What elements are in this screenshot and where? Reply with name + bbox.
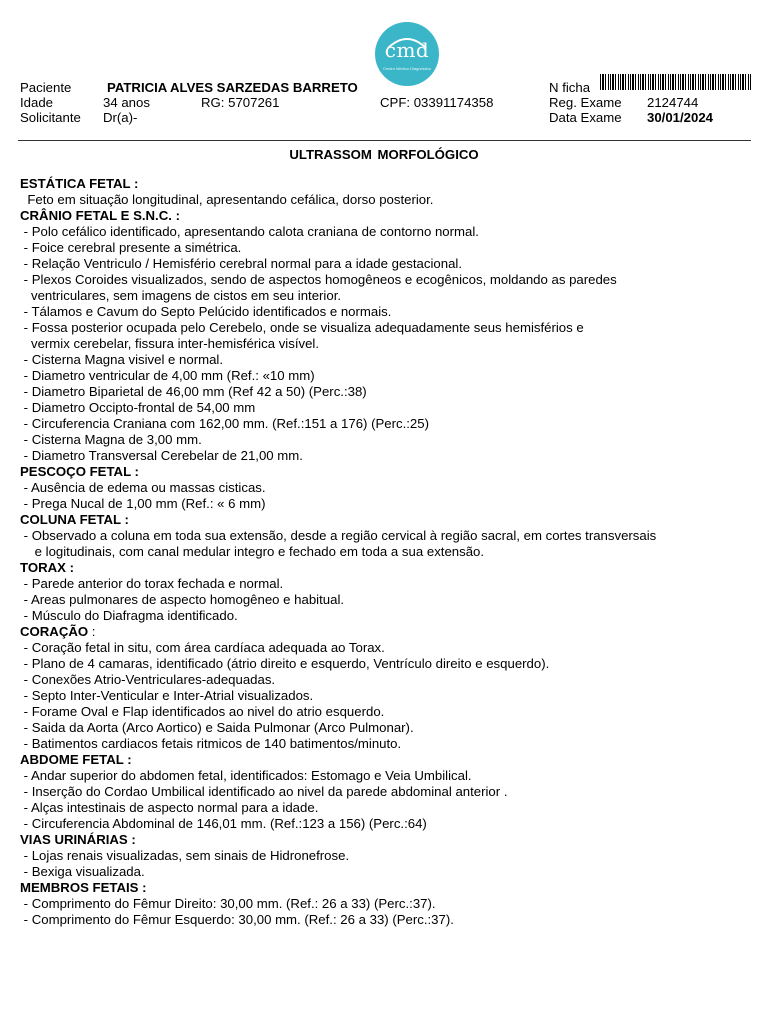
report-line: - Coração fetal in situ, com área cardíaca adequada ao Torax. bbox=[20, 640, 385, 655]
logo-text: cmd bbox=[384, 38, 430, 62]
report-line: - Tálamos e Cavum do Septo Pelúcido identificados e normais. bbox=[20, 304, 392, 319]
report-line: - Comprimento do Fêmur Esquerdo: 30,00 mm. (Ref.: 26 a 33) (Perc.:37). bbox=[20, 912, 454, 927]
section-heading bbox=[20, 560, 755, 576]
idade-label: Idade bbox=[20, 95, 54, 110]
paciente-value: PATRICIA ALVES SARZEDAS BARRETO bbox=[107, 80, 358, 95]
report-section bbox=[20, 176, 755, 208]
report-line: - Diametro Occipto-frontal de 54,00 mm bbox=[20, 400, 256, 415]
solicitante-label: Solicitante bbox=[20, 110, 81, 125]
section-heading-text: MEMBROS FETAIS : bbox=[20, 880, 147, 895]
logo-subtext: Centro Médico Diagnóstico bbox=[382, 66, 432, 71]
section-heading-text: CORAÇÃO bbox=[20, 624, 89, 639]
report-line: - Saida da Aorta (Arco Aortico) e Saida Pulmonar (Arco Pulmonar). bbox=[20, 720, 414, 735]
nficha-label: N ficha bbox=[549, 80, 591, 95]
reg-exame-label: Reg. Exame bbox=[549, 95, 622, 110]
section-heading bbox=[20, 832, 755, 848]
rg-value: RG: 5707261 bbox=[201, 95, 280, 110]
report-line: - Polo cefálico identificado, apresentando calota craniana de contorno normal. bbox=[20, 224, 479, 239]
report-line: - Circuferencia Abdominal de 146,01 mm. (Ref.:123 a 156) (Perc.:64) bbox=[20, 816, 427, 831]
report-section bbox=[20, 560, 755, 624]
report-line: - Prega Nucal de 1,00 mm (Ref.: « 6 mm) bbox=[20, 496, 266, 511]
clinic-logo bbox=[352, 22, 468, 82]
section-heading bbox=[20, 880, 755, 896]
section-heading bbox=[20, 208, 755, 224]
report-line: - Observado a coluna em toda sua extensão, desde a região cervical à região sacral, em cortes transversais bbox=[20, 528, 657, 543]
section-heading bbox=[20, 624, 755, 640]
report-line: - Relação Ventriculo / Hemisfério cerebral normal para a idade gestacional. bbox=[20, 256, 463, 271]
report-line: - Inserção do Cordao Umbilical identificado ao nivel da parede abdominal anterior . bbox=[20, 784, 508, 799]
report-line: - Ausência de edema ou massas cisticas. bbox=[20, 480, 266, 495]
report-line: - Fossa posterior ocupada pelo Cerebelo, onde se visualiza adequadamente seus hemisférios e bbox=[20, 320, 584, 335]
report-line: - Plano de 4 camaras, identificado (átrio direito e esquerdo, Ventrículo direito e esquerdo). bbox=[20, 656, 550, 671]
data-exame-value: 30/01/2024 bbox=[647, 110, 714, 125]
report-line: - Andar superior do abdomen fetal, identificados: Estomago e Veia Umbilical. bbox=[20, 768, 472, 783]
section-heading bbox=[20, 752, 755, 768]
report-line: - Diametro Transversal Cerebelar de 21,00 mm. bbox=[20, 448, 303, 463]
report-line: - Plexos Coroides visualizados, sendo de aspectos homogêneos e ecogênicos, moldando as paredes bbox=[20, 272, 617, 287]
section-heading bbox=[20, 512, 755, 528]
report-line: ventriculares, sem imagens de cistos em seu interior. bbox=[20, 288, 342, 303]
report-section bbox=[20, 624, 755, 752]
report-line: - Circuferencia Craniana com 162,00 mm. (Ref.:151 a 176) (Perc.:25) bbox=[20, 416, 429, 431]
report-section bbox=[20, 512, 755, 560]
section-heading-text: PESCOÇO FETAL : bbox=[20, 464, 139, 479]
report-line: - Parede anterior do torax fechada e normal. bbox=[20, 576, 284, 591]
report-line: - Diametro Biparietal de 46,00 mm (Ref 42 a 50) (Perc.:38) bbox=[20, 384, 367, 399]
cpf-value: CPF: 03391174358 bbox=[380, 95, 494, 110]
header-divider bbox=[18, 140, 751, 141]
report-line: - Forame Oval e Flap identificados ao nivel do atrio esquerdo. bbox=[20, 704, 385, 719]
section-heading-text: VIAS URINÁRIAS : bbox=[20, 832, 136, 847]
report-line: - Areas pulmonares de aspecto homogêneo e habitual. bbox=[20, 592, 345, 607]
section-heading-text: ESTÁTICA FETAL : bbox=[20, 176, 139, 191]
report-section bbox=[20, 752, 755, 832]
barcode-icon bbox=[600, 74, 752, 90]
reg-exame-value: 2124744 bbox=[647, 95, 699, 110]
report-line: - Conexões Atrio-Ventriculares-adequadas. bbox=[20, 672, 276, 687]
report-line: - Alças intestinais de aspecto normal para a idade. bbox=[20, 800, 319, 815]
section-heading-text: COLUNA FETAL : bbox=[20, 512, 129, 527]
report-line: - Cisterna Magna visivel e normal. bbox=[20, 352, 224, 367]
section-heading-text: TORAX : bbox=[20, 560, 74, 575]
report-title: ULTRASSOM MORFOLÓGICO bbox=[289, 147, 479, 162]
report-section bbox=[20, 464, 755, 512]
report-line: - Lojas renais visualizadas, sem sinais de Hidronefrose. bbox=[20, 848, 350, 863]
section-heading-text: CRÂNIO FETAL E S.N.C. : bbox=[20, 208, 180, 223]
report-line: - Diametro ventricular de 4,00 mm (Ref.: «10 mm) bbox=[20, 368, 315, 383]
report-line: - Septo Inter-Venticular e Inter-Atrial visualizados. bbox=[20, 688, 314, 703]
section-heading-suffix: : bbox=[88, 624, 96, 639]
report-line: - Músculo do Diafragma identificado. bbox=[20, 608, 238, 623]
section-heading bbox=[20, 464, 755, 480]
report-section bbox=[20, 208, 755, 464]
report-line: - Foice cerebral presente a simétrica. bbox=[20, 240, 242, 255]
solicitante-value: Dr(a)- bbox=[103, 110, 138, 125]
report-section bbox=[20, 880, 755, 928]
section-heading bbox=[20, 176, 755, 192]
report-line: vermix cerebelar, fissura inter-hemisférica visível. bbox=[20, 336, 320, 351]
report-line: - Batimentos cardiacos fetais ritmicos de 140 batimentos/minuto. bbox=[20, 736, 402, 751]
data-exame-label: Data Exame bbox=[549, 110, 622, 125]
report-line: - Cisterna Magna de 3,00 mm. bbox=[20, 432, 202, 447]
idade-value: 34 anos bbox=[103, 95, 150, 110]
paciente-label: Paciente bbox=[20, 80, 72, 95]
report-body bbox=[20, 176, 755, 928]
report-line: Feto em situação longitudinal, apresentando cefálica, dorso posterior. bbox=[20, 192, 434, 207]
report-line: - Comprimento do Fêmur Direito: 30,00 mm. (Ref.: 26 a 33) (Perc.:37). bbox=[20, 896, 436, 911]
section-heading-text: ABDOME FETAL : bbox=[20, 752, 132, 767]
report-line: e logitudinais, com canal medular integro e fechado em toda a sua extensão. bbox=[20, 544, 485, 559]
report-section bbox=[20, 832, 755, 880]
report-line: - Bexiga visualizada. bbox=[20, 864, 145, 879]
